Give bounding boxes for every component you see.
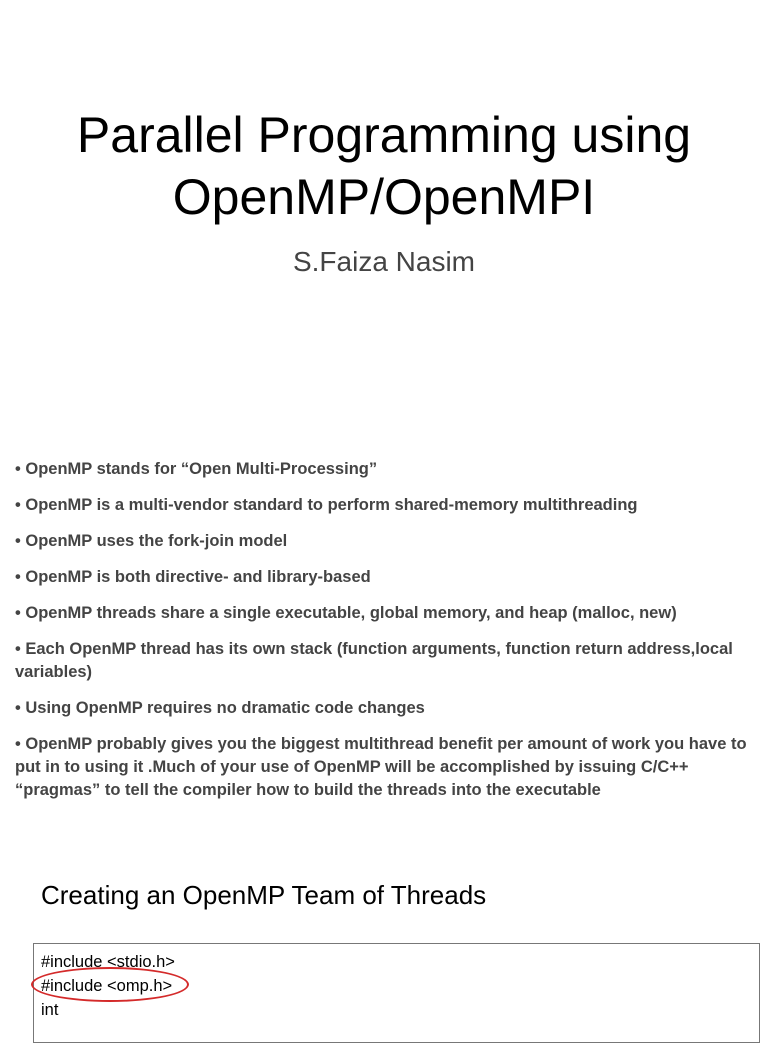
bullet-list — [15, 458, 760, 815]
code-line: #include <stdio.h> — [41, 953, 175, 971]
slide-title-line-1: Parallel Programming using — [76, 107, 692, 163]
bullet-item: • OpenMP is a multi-vendor standard to perform shared-memory multithreading — [15, 496, 638, 514]
slide-title — [0, 104, 768, 228]
highlight-circle — [31, 967, 189, 1002]
bullet-item: • Each OpenMP thread has its own stack (function arguments, function return address,local variables) — [15, 640, 733, 681]
code-line: int — [41, 1001, 59, 1019]
bullet-item: • OpenMP stands for “Open Multi-Processing” — [15, 460, 378, 478]
slide-title-line-2: OpenMP/OpenMPI — [172, 169, 596, 225]
bullet-item: • OpenMP uses the fork-join model — [15, 532, 288, 550]
author-name: S.Faiza Nasim — [292, 246, 476, 277]
bullet-item: • OpenMP is both directive- and library-based — [15, 568, 371, 586]
code-line-highlighted: #include <omp.h> — [41, 977, 173, 995]
bullet-item: • OpenMP threads share a single executable, global memory, and heap (malloc, new) — [15, 604, 677, 622]
section-title: Creating an OpenMP Team of Threads — [41, 880, 487, 910]
bullet-item: • Using OpenMP requires no dramatic code changes — [15, 699, 425, 717]
bullet-item: • OpenMP probably gives you the biggest multithread benefit per amount of work you have to put in to using it .Much of your use of OpenMP will be accomplished by issuing C/C++ “pragmas” to tell the compiler how to build the threads into the executable — [15, 735, 747, 799]
